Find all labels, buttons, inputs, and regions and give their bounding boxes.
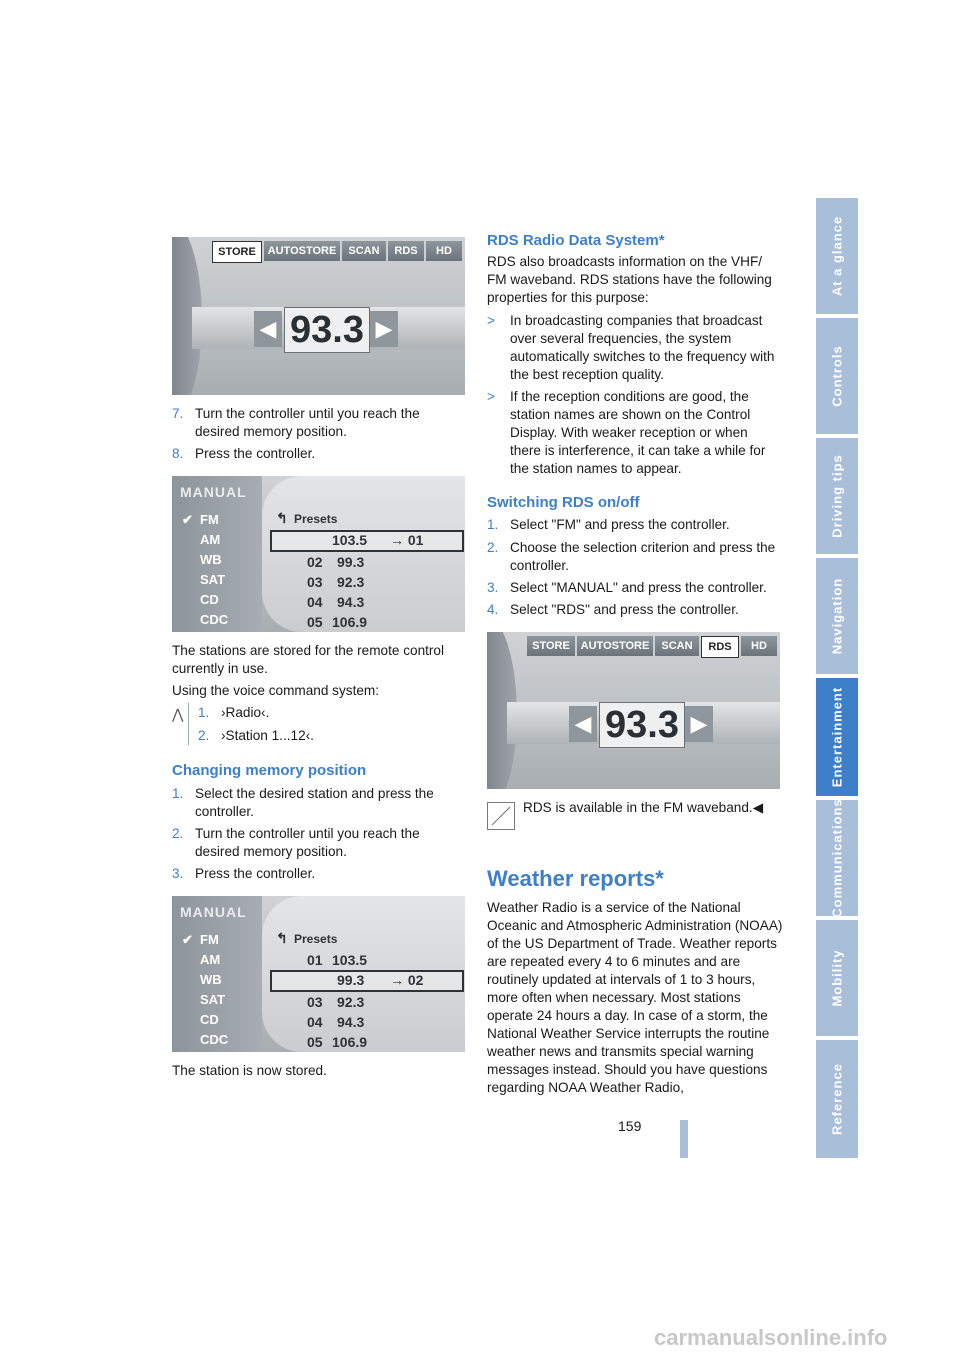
hd-button[interactable]: HD: [426, 241, 462, 261]
tab-navigation[interactable]: Navigation: [816, 558, 858, 674]
scan-button[interactable]: SCAN: [342, 241, 386, 261]
preset-number: 03: [307, 574, 323, 590]
tab-mobility[interactable]: Mobility: [816, 920, 858, 1036]
preset-number: 04: [307, 594, 323, 610]
tab-at-a-glance[interactable]: At a glance: [816, 198, 858, 314]
step-8: 8. Press the controller.: [172, 446, 316, 461]
voice-divider: [188, 703, 189, 745]
tab-communications[interactable]: Communications: [816, 800, 858, 916]
changing-step-2: 2. Turn the controller until you reach the desired memory position.: [172, 826, 420, 859]
preset-frequency: 92.3: [337, 994, 365, 1010]
menu-item-wb[interactable]: WB: [200, 972, 222, 987]
rds-note: RDS is available in the FM waveband.◀: [523, 800, 764, 815]
page-marker: [680, 1120, 688, 1158]
menu-item-sat[interactable]: SAT: [200, 992, 226, 1007]
menu-item-fm[interactable]: FM: [200, 512, 219, 527]
tab-reference[interactable]: Reference: [816, 1040, 858, 1158]
menu-item-cdc[interactable]: CDC: [200, 612, 229, 627]
menu-item-fm[interactable]: FM: [200, 932, 219, 947]
changing-heading: Changing memory position: [172, 762, 367, 779]
preset-target: → 01: [390, 532, 424, 548]
presets-label: Presets: [294, 932, 338, 946]
arrow-left-icon[interactable]: ◀: [569, 706, 597, 742]
note-icon: [487, 802, 515, 830]
autostore-button[interactable]: AUTOSTORE: [577, 636, 653, 656]
menu-item-cdc[interactable]: CDC: [200, 1032, 229, 1047]
store-button[interactable]: STORE: [527, 636, 575, 656]
step-7: 7. Turn the controller until you reach the desired memory position.: [172, 406, 420, 439]
preset-frequency: 99.3: [337, 554, 365, 570]
menu-item-am[interactable]: AM: [200, 532, 221, 547]
arrow-left-icon[interactable]: ◀: [254, 311, 282, 347]
back-arrow-icon[interactable]: ↰: [276, 510, 288, 526]
arrow-right-icon[interactable]: ▶: [370, 311, 398, 347]
rds-heading: RDS Radio Data System*: [487, 232, 665, 249]
autostore-button[interactable]: AUTOSTORE: [264, 241, 340, 261]
hd-button[interactable]: HD: [741, 636, 777, 656]
back-arrow-icon[interactable]: ↰: [276, 930, 288, 946]
tab-driving-tips[interactable]: Driving tips: [816, 438, 858, 554]
preset-frequency: 103.5: [332, 952, 368, 968]
frequency-display: 93.3: [599, 702, 685, 748]
switch-step-1: 1. Select "FM" and press the controller.: [487, 517, 730, 532]
preset-frequency: 106.9: [332, 614, 368, 630]
preset-number: 05: [307, 1034, 323, 1050]
voice-step-1: 1. ›Radio‹.: [198, 705, 270, 720]
menu-item-wb[interactable]: WB: [200, 552, 222, 567]
preset-frequency: 94.3: [337, 594, 365, 610]
preset-number: 04: [307, 1014, 323, 1030]
page-number: 159: [618, 1118, 642, 1134]
voice-command-icon: ⋀: [172, 706, 184, 722]
preset-frequency: 94.3: [337, 1014, 365, 1030]
stored-text: The stations are stored for the remote control currently in use.: [172, 643, 445, 676]
voice-intro: Using the voice command system:: [172, 683, 380, 698]
frequency-display: 93.3: [284, 307, 370, 353]
switch-step-3: 3. Select "MANUAL" and press the controller.: [487, 580, 767, 595]
preset-number: 02: [307, 554, 323, 570]
tab-controls[interactable]: Controls: [816, 318, 858, 434]
switch-heading: Switching RDS on/off: [487, 494, 640, 511]
store-button[interactable]: STORE: [212, 241, 262, 263]
now-stored-text: The station is now stored.: [172, 1063, 327, 1078]
rds-bullet-1: > In broadcasting companies that broadcast over several frequencies, the system automatically switches to the frequency with the best reception quality.: [487, 313, 775, 382]
menu-header: MANUAL: [180, 904, 247, 920]
changing-step-1: 1. Select the desired station and press the controller.: [172, 786, 434, 819]
changing-step-3: 3. Press the controller.: [172, 866, 316, 881]
radio-menu-bar: [212, 241, 462, 263]
preset-frequency: 99.3: [337, 972, 365, 988]
selected-row-highlight: [270, 970, 464, 992]
preset-frequency: 103.5: [332, 532, 368, 548]
preset-number: 03: [307, 994, 323, 1010]
tab-entertainment[interactable]: Entertainment: [816, 678, 858, 796]
watermark: carmanualsonline.info: [654, 1325, 888, 1350]
scan-button[interactable]: SCAN: [655, 636, 699, 656]
check-icon: ✔: [182, 512, 193, 527]
radio-screen-rds: [487, 632, 780, 789]
voice-step-2: 2. ›Station 1...12‹.: [198, 728, 314, 743]
presets-screen-before: [172, 476, 465, 632]
weather-text: Weather Radio is a service of the National Oceanic and Atmospheric Administration (NOAA) of the US Department of Trade. Weather reports are repeated every 4 to 6 minutes and are routinely updated at intervals of 1 to 3 hours, more often when necessary. Most stations operate 24 hours a day. In case of a storm, the National Weather Service interrupts the routine weather news and transmits special warning messages instead. Should you have questions regarding NOAA Weather Radio,: [487, 900, 783, 1095]
preset-target: → 02: [390, 972, 424, 988]
menu-header: MANUAL: [180, 484, 247, 500]
check-icon: ✔: [182, 932, 193, 947]
rds-bullet-2: > If the reception conditions are good, the station names are shown on the Control Display. With weaker reception or when there is interference, it can take a while for the station names to appear.: [487, 389, 766, 476]
radio-menu-bar: [527, 636, 777, 658]
rds-intro: RDS also broadcasts information on the VHF/ FM waveband. RDS stations have the following properties for this purpose:: [487, 254, 772, 305]
menu-item-am[interactable]: AM: [200, 952, 221, 967]
menu-item-cd[interactable]: CD: [200, 592, 219, 607]
arrow-right-icon[interactable]: ▶: [685, 706, 713, 742]
preset-frequency: 106.9: [332, 1034, 368, 1050]
switch-step-2: 2. Choose the selection criterion and press the controller.: [487, 540, 776, 573]
radio-screen-store: [172, 237, 465, 395]
presets-screen-after: [172, 896, 465, 1052]
switch-step-4: 4. Select "RDS" and press the controller.: [487, 602, 739, 617]
preset-number: 05: [307, 614, 323, 630]
rds-button[interactable]: RDS: [701, 636, 739, 658]
weather-heading: Weather reports*: [487, 866, 664, 891]
rds-button[interactable]: RDS: [388, 241, 424, 261]
presets-label: Presets: [294, 512, 338, 526]
menu-item-sat[interactable]: SAT: [200, 572, 226, 587]
menu-item-cd[interactable]: CD: [200, 1012, 219, 1027]
preset-number: 01: [307, 952, 323, 968]
preset-frequency: 92.3: [337, 574, 365, 590]
